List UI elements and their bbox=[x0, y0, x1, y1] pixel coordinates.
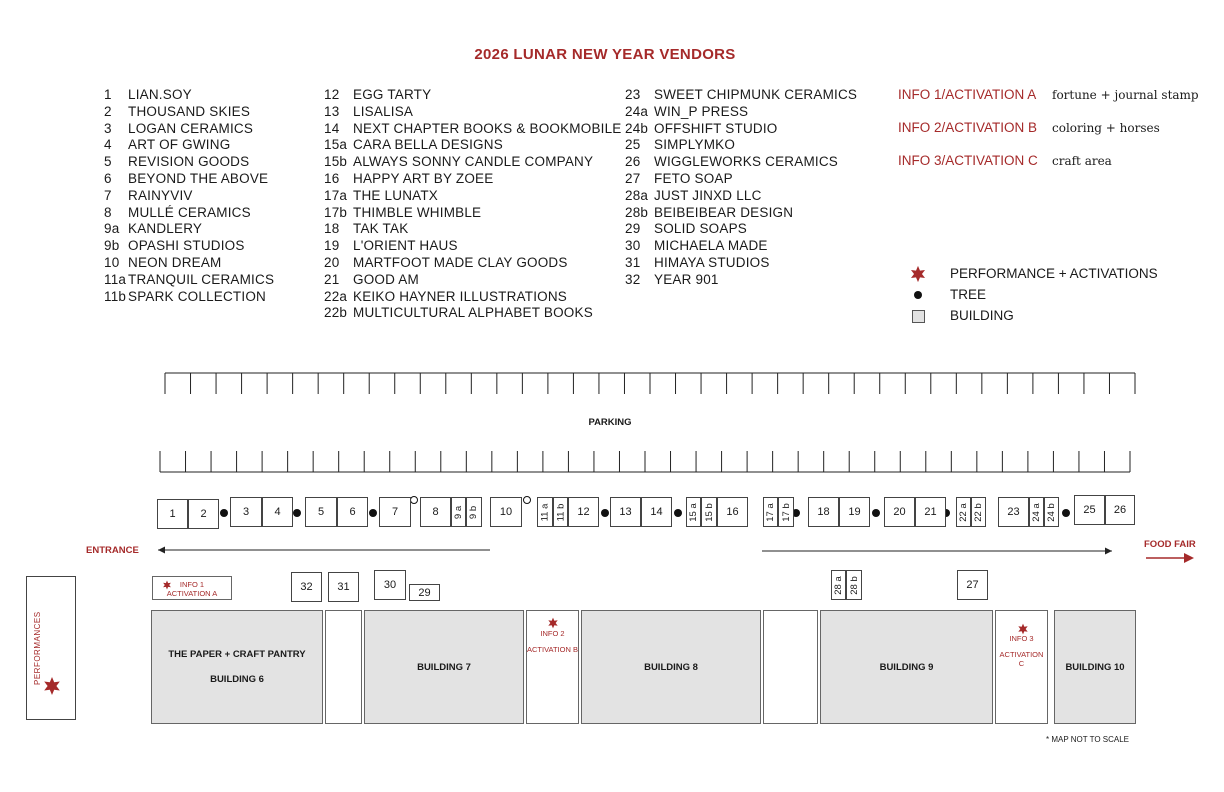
vendor-name: HAPPY ART BY ZOEE bbox=[353, 170, 494, 186]
vendor-number: 16 bbox=[324, 170, 340, 186]
vendor-name: JUST JINXD LLC bbox=[654, 187, 762, 203]
vendor-booth bbox=[537, 497, 553, 527]
tree-dot-icon bbox=[220, 509, 228, 517]
vendor-name: GOOD AM bbox=[353, 271, 419, 287]
booth-number: 31 bbox=[337, 581, 350, 593]
info-2-area bbox=[526, 610, 579, 724]
vendor-number: 20 bbox=[324, 254, 340, 270]
vendor-number: 14 bbox=[324, 120, 340, 136]
building-name: THE PAPER + CRAFT PANTRY bbox=[168, 649, 306, 660]
vendor-booth bbox=[831, 570, 846, 600]
info-box-subtitle: ACTIVATION C bbox=[999, 650, 1044, 668]
vendor-booth bbox=[230, 497, 262, 527]
vendor-booth bbox=[998, 497, 1029, 527]
food-fair-arrow-head-icon bbox=[1184, 553, 1194, 563]
tree-dot-icon bbox=[1062, 509, 1070, 517]
parking-label: PARKING bbox=[588, 417, 632, 428]
vendor-number: 4 bbox=[104, 137, 112, 153]
vendor-booth bbox=[956, 497, 971, 527]
vendor-booth bbox=[374, 570, 406, 600]
vendor-name: ALWAYS SONNY CANDLE COMPANY bbox=[353, 154, 594, 170]
booth-number: 16 bbox=[726, 506, 739, 518]
vendor-name: BEYOND THE ABOVE bbox=[128, 170, 269, 186]
open-space bbox=[763, 610, 818, 724]
vendor-number: 7 bbox=[104, 187, 112, 203]
booth-number: 25 bbox=[1083, 504, 1096, 516]
booth-number: 3 bbox=[242, 506, 250, 518]
info-box-title: INFO 2 bbox=[540, 629, 565, 638]
vendor-number: 21 bbox=[324, 271, 340, 287]
vendor-booth bbox=[305, 497, 337, 527]
vendor-booth bbox=[291, 572, 322, 602]
booth-number: 6 bbox=[349, 506, 356, 518]
scale-note: * MAP NOT TO SCALE bbox=[1046, 735, 1129, 744]
vendor-booth bbox=[568, 497, 599, 527]
booth-number: 15 b bbox=[703, 502, 715, 522]
info-desc: craft area bbox=[1052, 154, 1112, 168]
vendor-name: SIMPLYMKO bbox=[654, 137, 736, 153]
vendor-name: NEXT CHAPTER BOOKS & BOOKMOBILE bbox=[353, 120, 622, 136]
food-fair-label: FOOD FAIR bbox=[1144, 539, 1196, 550]
performances-label: PERFORMANCES bbox=[33, 611, 42, 685]
building-7 bbox=[364, 610, 524, 724]
booth-number: 28 a bbox=[833, 575, 844, 595]
vendor-name: WIN_P PRESS bbox=[654, 103, 749, 119]
vendor-number: 1 bbox=[104, 87, 112, 102]
vendor-name: REVISION GOODS bbox=[128, 154, 250, 170]
booth-number: 24 b bbox=[1046, 502, 1057, 522]
vendor-number: 13 bbox=[324, 103, 340, 119]
vendor-booth bbox=[915, 497, 946, 527]
vendor-booth bbox=[1044, 497, 1059, 527]
arrow-head-right-icon bbox=[1105, 548, 1112, 555]
tree-dot-icon bbox=[293, 509, 301, 517]
vendor-name: SPARK COLLECTION bbox=[128, 288, 266, 304]
vendor-number: 15a bbox=[324, 137, 348, 153]
vendor-number: 3 bbox=[104, 120, 112, 136]
vendor-name: MULLÉ CERAMICS bbox=[128, 204, 251, 220]
building-8 bbox=[581, 610, 761, 724]
vendor-name: LOGAN CERAMICS bbox=[128, 120, 254, 136]
vendor-booth bbox=[188, 499, 219, 529]
vendor-name: SOLID SOAPS bbox=[654, 221, 747, 237]
booth-number: 14 bbox=[650, 506, 663, 518]
info-desc: fortune + journal stamp bbox=[1052, 88, 1199, 102]
vendor-name: RAINYVIV bbox=[128, 187, 193, 203]
star-icon bbox=[42, 676, 62, 696]
vendor-number: 23 bbox=[625, 87, 641, 102]
vendor-number: 17a bbox=[324, 187, 348, 203]
building-10 bbox=[1054, 610, 1136, 724]
vendor-booth bbox=[1074, 495, 1105, 525]
tree-dot-icon bbox=[411, 497, 418, 504]
vendor-booth bbox=[846, 570, 862, 600]
vendor-name: MARTFOOT MADE CLAY GOODS bbox=[353, 254, 568, 270]
vendor-name: NEON DREAM bbox=[128, 254, 222, 270]
booth-number: 1 bbox=[169, 508, 176, 520]
vendor-name: EGG TARTY bbox=[353, 87, 432, 102]
vendor-name: L'ORIENT HAUS bbox=[353, 238, 458, 254]
vendor-name: KANDLERY bbox=[128, 221, 203, 237]
booth-number: 23 bbox=[1007, 506, 1020, 518]
vendor-name: KEIKO HAYNER ILLUSTRATIONS bbox=[353, 288, 567, 304]
vendor-booth bbox=[451, 497, 466, 527]
vendor-name: MULTICULTURAL ALPHABET BOOKS bbox=[353, 305, 593, 321]
vendor-number: 9a bbox=[104, 221, 120, 237]
vendor-booth bbox=[337, 497, 368, 527]
vendor-number: 25 bbox=[625, 137, 641, 153]
booth-number: 12 bbox=[577, 506, 590, 518]
booth-number: 29 bbox=[418, 586, 431, 599]
info-box-title: INFO 1 bbox=[179, 580, 205, 589]
vendor-number: 17b bbox=[324, 204, 348, 220]
entrance-label: ENTRANCE bbox=[86, 545, 139, 556]
booth-number: 11 a bbox=[539, 503, 551, 521]
info-1-box bbox=[152, 576, 232, 600]
vendor-name: MICHAELA MADE bbox=[654, 238, 768, 254]
booth-number: 22 b bbox=[973, 502, 984, 522]
booth-number: 4 bbox=[274, 506, 281, 518]
vendor-booth bbox=[717, 497, 748, 527]
info-box-subtitle: ACTIVATION A bbox=[166, 589, 218, 598]
vendor-booth bbox=[1105, 495, 1135, 525]
vendor-name: LISALISA bbox=[353, 103, 414, 119]
vendor-name: WIGGLEWORKS CERAMICS bbox=[654, 154, 839, 170]
info-code: INFO 3/ACTIVATION C bbox=[898, 153, 1038, 168]
vendor-number: 27 bbox=[625, 170, 641, 186]
booth-number: 17 b bbox=[780, 502, 792, 522]
booth-number: 8 bbox=[432, 506, 439, 518]
booth-number: 20 bbox=[893, 506, 906, 518]
vendor-booth bbox=[379, 497, 411, 527]
booth-number: 22 a bbox=[958, 502, 969, 522]
booth-number: 11 b bbox=[555, 503, 567, 521]
vendor-booth bbox=[553, 497, 568, 527]
vendor-name: SWEET CHIPMUNK CERAMICS bbox=[654, 87, 858, 102]
vendor-booth bbox=[971, 497, 986, 527]
building-9 bbox=[820, 610, 993, 724]
info-3-area bbox=[995, 610, 1048, 724]
booth-number: 9 a bbox=[453, 505, 464, 519]
vendor-booth bbox=[466, 497, 482, 527]
vendor-name: HIMAYA STUDIOS bbox=[654, 254, 770, 270]
vendor-number: 18 bbox=[324, 221, 340, 237]
building-name: BUILDING 8 bbox=[644, 661, 698, 673]
vendor-name: THIMBLE WHIMBLE bbox=[353, 204, 482, 220]
booth-number: 28 b bbox=[848, 575, 860, 595]
tree-dot-icon bbox=[872, 509, 880, 517]
vendor-name: TAK TAK bbox=[353, 221, 409, 237]
vendor-number: 11a bbox=[104, 271, 127, 287]
vendor-booth bbox=[778, 497, 794, 527]
vendor-number: 9b bbox=[104, 238, 120, 254]
building-number: BUILDING 6 bbox=[210, 674, 264, 685]
vendor-number: 19 bbox=[324, 238, 340, 254]
vendor-number: 22b bbox=[324, 305, 348, 321]
vendor-name: THE LUNATX bbox=[353, 187, 439, 203]
vendor-number: 24a bbox=[625, 103, 649, 119]
vendor-name: LIAN.SOY bbox=[128, 87, 192, 102]
vendor-booth bbox=[1029, 497, 1044, 527]
booth-number: 2 bbox=[200, 508, 207, 520]
vendor-number: 30 bbox=[625, 238, 641, 254]
building-name: BUILDING 10 bbox=[1065, 661, 1125, 673]
booth-number: 18 bbox=[817, 506, 830, 518]
vendor-booth bbox=[157, 499, 188, 529]
vendor-number: 6 bbox=[104, 170, 112, 186]
tree-dot-icon bbox=[601, 509, 609, 517]
building-name: BUILDING 9 bbox=[879, 661, 934, 673]
vendor-name: YEAR 901 bbox=[654, 271, 719, 287]
parking-stalls-bottom bbox=[160, 451, 1130, 472]
vendor-booth bbox=[328, 572, 359, 602]
vendor-name: THOUSAND SKIES bbox=[128, 103, 251, 119]
vendor-name: BEIBEIBEAR DESIGN bbox=[654, 204, 794, 220]
tree-dot-icon bbox=[524, 497, 531, 504]
info-desc: coloring + horses bbox=[1052, 121, 1160, 135]
vendor-number: 28a bbox=[625, 187, 649, 203]
vendor-number: 12 bbox=[324, 87, 340, 102]
vendor-name: TRANQUIL CERAMICS bbox=[128, 271, 275, 287]
booth-number: 21 bbox=[924, 506, 937, 518]
vendor-booth bbox=[839, 497, 870, 527]
booth-number: 7 bbox=[391, 506, 399, 518]
vendor-booth bbox=[808, 497, 839, 527]
legend-label: TREE bbox=[950, 287, 987, 302]
vendor-booth bbox=[409, 584, 440, 601]
vendor-number: 11b bbox=[104, 288, 127, 304]
booth-number: 5 bbox=[317, 506, 325, 518]
booth-number: 19 bbox=[848, 506, 861, 518]
performance-stage bbox=[26, 576, 76, 720]
vendor-booth bbox=[884, 497, 915, 527]
booth-number: 27 bbox=[966, 579, 979, 591]
star-icon bbox=[547, 617, 559, 629]
vendor-booth bbox=[957, 570, 988, 600]
tree-dot-icon bbox=[369, 509, 377, 517]
arrow-head-left-icon bbox=[158, 547, 165, 554]
vendor-booth bbox=[610, 497, 641, 527]
booth-number: 15 a bbox=[688, 502, 699, 522]
vendor-booth bbox=[420, 497, 451, 527]
parking-stalls-top bbox=[165, 373, 1135, 394]
booth-number: 26 bbox=[1113, 504, 1127, 516]
vendor-number: 31 bbox=[625, 254, 641, 270]
page-title: 2026 LUNAR NEW YEAR VENDORS bbox=[474, 46, 736, 63]
vendor-booth bbox=[641, 497, 672, 527]
vendor-booth bbox=[262, 497, 293, 527]
vendor-number: 24b bbox=[625, 120, 649, 136]
vendor-name: FETO SOAP bbox=[654, 170, 733, 186]
open-space bbox=[325, 610, 362, 724]
vendor-name: ART OF GWING bbox=[128, 137, 231, 153]
tree-dot-icon bbox=[674, 509, 682, 517]
vendor-booth bbox=[686, 497, 701, 527]
booth-number: 9 b bbox=[468, 505, 480, 519]
vendor-number: 32 bbox=[625, 271, 641, 287]
booth-number: 17 a bbox=[765, 502, 776, 522]
vendor-number: 26 bbox=[625, 154, 641, 170]
vendor-number: 28b bbox=[625, 204, 649, 220]
legend-label: BUILDING bbox=[950, 308, 1014, 323]
building-6 bbox=[151, 610, 323, 724]
vendor-name: CARA BELLA DESIGNS bbox=[353, 137, 503, 153]
vendor-number: 15b bbox=[324, 154, 348, 170]
vendor-name: OPASHI STUDIOS bbox=[128, 238, 245, 254]
vendor-number: 10 bbox=[104, 254, 120, 270]
booth-number: 30 bbox=[383, 579, 397, 591]
vendor-booth bbox=[701, 497, 717, 527]
vendor-number: 5 bbox=[104, 154, 112, 170]
vendor-number: 22a bbox=[324, 288, 348, 304]
info-code: INFO 2/ACTIVATION B bbox=[898, 120, 1038, 135]
vendor-number: 29 bbox=[625, 221, 641, 237]
vendor-number: 8 bbox=[104, 204, 112, 220]
booth-number: 13 bbox=[619, 506, 632, 518]
vendor-number: 2 bbox=[104, 103, 112, 119]
vendor-name: OFFSHIFT STUDIO bbox=[654, 120, 778, 136]
info-box-title: INFO 3 bbox=[1009, 634, 1034, 643]
vendor-booth bbox=[490, 497, 522, 527]
info-code: INFO 1/ACTIVATION A bbox=[898, 87, 1037, 102]
building-name: BUILDING 7 bbox=[417, 661, 471, 673]
booth-number: 24 a bbox=[1031, 502, 1042, 522]
booth-number: 10 bbox=[499, 506, 513, 518]
info-box-subtitle: ACTIVATION B bbox=[527, 645, 578, 654]
legend-label: PERFORMANCE + ACTIVATIONS bbox=[950, 266, 1158, 281]
booth-number: 32 bbox=[300, 581, 313, 593]
vendor-booth bbox=[763, 497, 778, 527]
